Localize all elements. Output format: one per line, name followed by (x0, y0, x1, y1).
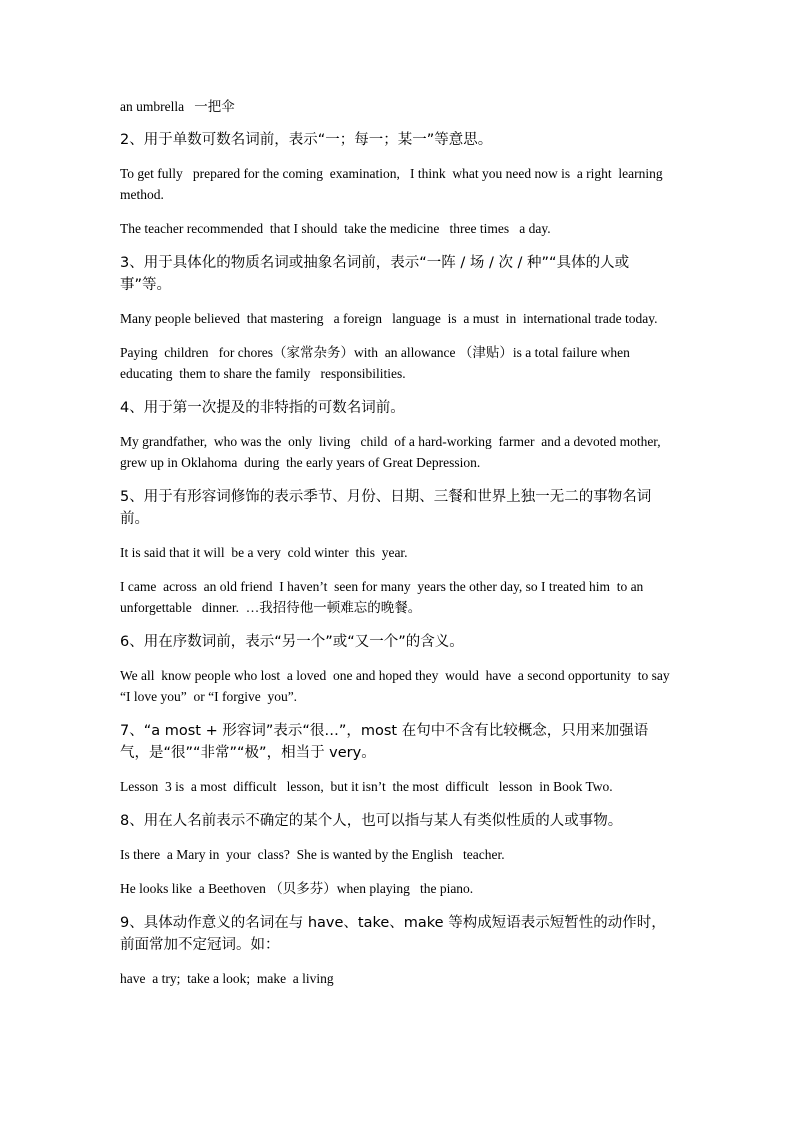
example-sentence: It is said that it will be a very cold winter this year. (120, 545, 408, 560)
example-sentence: The teacher recommended that I should take the medicine three times a day. (120, 221, 551, 236)
rule-heading-8: 8、用在人名前表示不确定的某个人，也可以指与某人有类似性质的人或事物。 (120, 813, 623, 829)
rule-heading-3: 3、用于具体化的物质名词或抽象名词前，表示“一阵 / 场 / 次 / 种”“具体的人或事”等。 (120, 255, 630, 293)
example-sentence: Is there a Mary in your class? She is wanted by the English teacher. (120, 847, 505, 862)
rule-heading-2: 2、用于单数可数名词前，表示“一；每一；某一”等意思。 (120, 132, 493, 148)
example-phrase: have a try; take a look; make a living (120, 971, 334, 986)
example-sentence: To get fully prepared for the coming examination, I think what you need now is a right learning method. (120, 166, 673, 202)
rule-heading-7: 7、“a most + 形容词”表示“很…”，most 在句中不含有比较概念，只用来加强语气，是“很”“非常”“极”，相当于 very。 (120, 723, 649, 761)
example-sentence: Lesson 3 is a most difficult lesson, but it isn’t the most difficult lesson in Book Two. (120, 779, 613, 794)
example-sentence: We all know people who lost a loved one and hoped they would have a second opportunity to say “I love you” or “I forgive you”. (120, 668, 674, 704)
example-sentence: I came across an old friend I haven’t seen for many years the other day, so I treated him to an unforgettable dinner. …我招待他一顿难忘的晚餐。 (120, 579, 647, 615)
example-sentence: Paying children for chores（家常杂务）with an allowance （津贴）is a total failure when educating them to share the family responsibilities. (120, 345, 637, 381)
document-body (120, 96, 676, 1002)
rule-heading-4: 4、用于第一次提及的非特指的可数名词前。 (120, 400, 405, 416)
rule-heading-5: 5、用于有形容词修饰的表示季节、月份、日期、三餐和世界上独一无二的事物名词前。 (120, 489, 652, 527)
rule-heading-6: 6、用在序数词前，表示“另一个”或“又一个”的含义。 (120, 634, 464, 650)
rule-heading-9: 9、具体动作意义的名词在与 have、take、make 等构成短语表示短暂性的动作时，前面常加不定冠词。如： (120, 915, 666, 953)
example-sentence: Many people believed that mastering a foreign language is a must in international trade today. (120, 311, 658, 326)
example-phrase: an umbrella 一把伞 (120, 99, 235, 114)
example-sentence: My grandfather, who was the only living child of a hard-working farmer and a devoted mother, grew up in Oklahoma during the early years of Great Depression. (120, 434, 668, 470)
example-sentence: He looks like a Beethoven （贝多芬）when playing the piano. (120, 881, 474, 896)
